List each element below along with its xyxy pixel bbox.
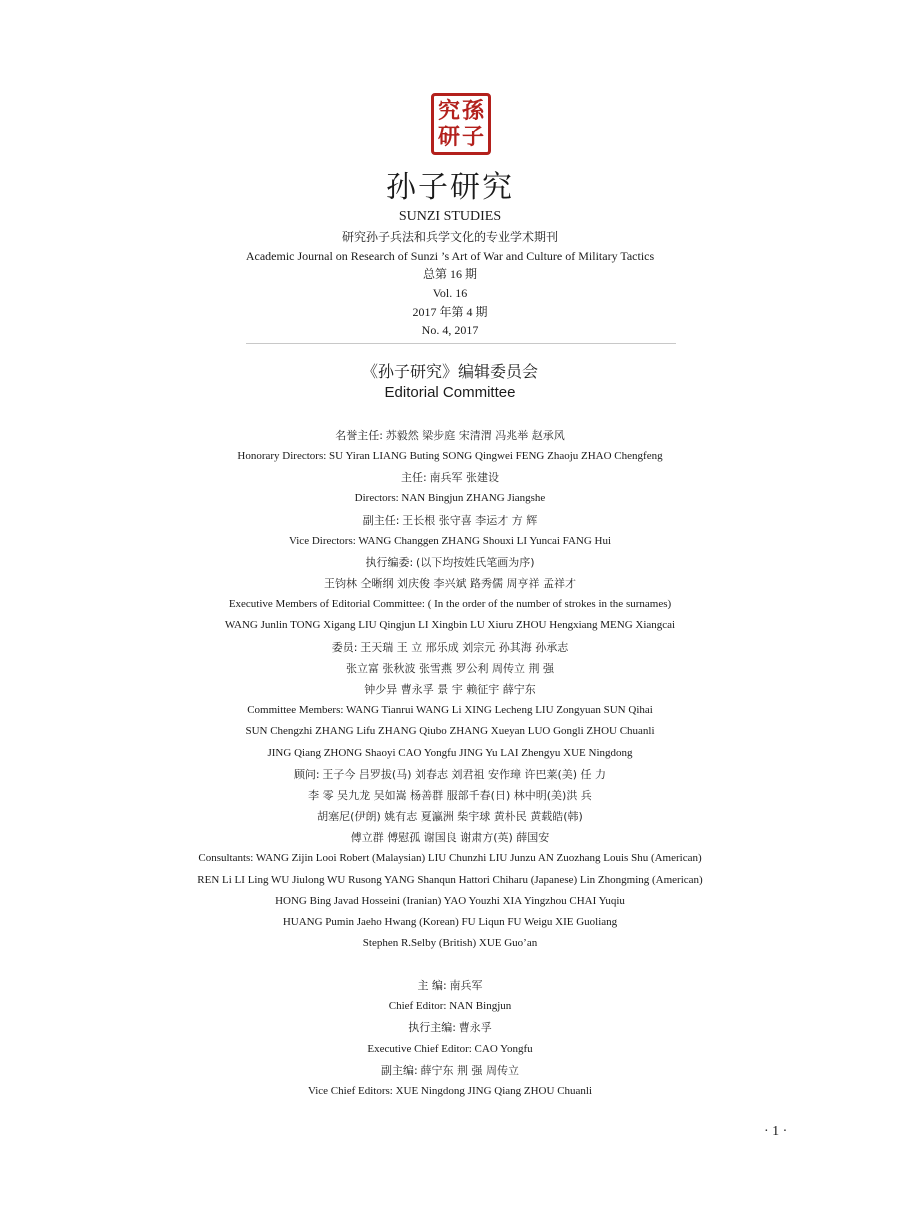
committee-members-en-2: SUN Chengzhi ZHANG Lifu ZHANG Qiubo ZHANG Xueyan LUO Gongli ZHOU Chuanli <box>245 725 655 737</box>
directors-cn <box>0 470 900 486</box>
names: 薛宁东 荆 强 周传立 <box>420 1064 519 1077</box>
committee-members-en-3: JING Qiang ZHONG Shaoyi CAO Yongfu JING Yu LAI Zhengyu XUE Ningdong <box>267 747 633 759</box>
committee-members-cn-3: 钟少异 曹永孚 景 宇 赖征宇 薛宁东 <box>364 683 536 696</box>
names: 王子今 吕罗拔(马) 刘春志 刘君祖 安作璋 许巴莱(美) 任 力 <box>322 768 607 781</box>
executive-members-en: WANG Junlin TONG Xigang LIU Qingjun LI Xingbin LU Xiuru ZHOU Hengxiang MENG Xiangcai <box>224 619 676 631</box>
total-issue: 总第 16 期 <box>422 267 477 281</box>
section-title-en: Editorial Committee <box>384 384 516 401</box>
honorary-directors-cn <box>0 428 900 444</box>
consultants-en-5: Stephen R.Selby (British) XUE Guo’an <box>362 937 538 949</box>
vice-chief-editors-en: Vice Chief Editors: XUE Ningdong JING Qiang ZHOU Chuanli <box>307 1085 593 1097</box>
consultants-cn-4: 傅立群 傅慰孤 谢国良 谢肃方(英) 薛国安 <box>350 831 550 844</box>
note: (以下均按姓氏笔画为序) <box>415 556 535 569</box>
label: 副主任: <box>362 514 400 527</box>
consultants-cn-3: 胡塞尼(伊朗) 姚有志 夏瀛洲 柴宇球 黄朴民 黄载皓(韩) <box>317 810 583 823</box>
executive-members-en-heading: Executive Members of Editorial Committee: ( In the order of the number of strokes in the surnames) <box>228 598 672 610</box>
journal-title-cn: 孙子研究 <box>386 170 514 205</box>
label: 主 编: <box>417 979 447 992</box>
names: 王长根 张守喜 李运才 方 辉 <box>402 514 538 527</box>
executive-chief-editor-en: Executive Chief Editor: CAO Yongfu <box>367 1043 533 1055</box>
names: 曹永孚 <box>458 1021 492 1034</box>
names: 苏毅然 梁步庭 宋清渭 冯兆举 赵承风 <box>385 429 565 442</box>
vice-chief-editors-cn <box>0 1063 900 1079</box>
seal-char: 究 <box>437 99 460 124</box>
label: 主任: <box>401 471 427 484</box>
divider <box>246 343 676 344</box>
label: 顾问: <box>293 768 320 781</box>
journal-seal-logo <box>431 93 491 155</box>
consultants-cn-2: 李 零 吴九龙 吴如嵩 杨善群 服部千春(日) 林中明(美)洪 兵 <box>308 789 592 802</box>
committee-members-en-1: Committee Members: WANG Tianrui WANG Li XING Lecheng LIU Zongyuan SUN Qihai <box>247 704 653 716</box>
page-number: · 1 · <box>764 1124 788 1139</box>
directors-en: Directors: NAN Bingjun ZHANG Jiangshe <box>354 492 546 504</box>
executive-members-label <box>0 555 900 571</box>
label: 委员: <box>331 641 358 654</box>
section-title-cn: 《孙子研究》编辑委员会 <box>361 362 538 381</box>
chief-editor-en: Chief Editor: NAN Bingjun <box>388 1000 512 1012</box>
consultants-cn-1 <box>0 767 900 783</box>
journal-motto-cn: 研究孙子兵法和兵学文化的专业学术期刊 <box>341 230 558 244</box>
vice-directors-en: Vice Directors: WANG Changgen ZHANG Shouxi LI Yuncai FANG Hui <box>288 535 612 547</box>
committee-members-cn-2: 张立富 张秋波 张雪燕 罗公利 周传立 荆 强 <box>346 662 554 675</box>
label: 副主编: <box>381 1064 418 1077</box>
committee-members-cn-1 <box>0 640 900 656</box>
consultants-en-2: REN Li LI Ling WU Jiulong WU Rusong YANG Shanqun Hattori Chiharu (Japanese) Lin Zhongming (American) <box>197 874 703 886</box>
volume: Vol. 16 <box>432 286 468 300</box>
year-issue: 2017 年第 4 期 <box>412 305 488 319</box>
label: 执行主编: <box>408 1021 456 1034</box>
executive-members-cn: 王钧林 仝晰纲 刘庆俊 李兴斌 路秀儒 周亨祥 孟祥才 <box>324 577 576 590</box>
names: 王天瑞 王 立 邢乐成 刘宗元 孙其海 孙承志 <box>360 641 569 654</box>
consultants-en-1: Consultants: WANG Zijin Looi Robert (Malaysian) LIU Chunzhi LIU Junzu AN Zuozhang Louis Shu (American) <box>198 852 702 864</box>
consultants-en-3: HONG Bing Javad Hosseini (Iranian) YAO Youzhi XIA Yingzhou CHAI Yuqiu <box>275 895 625 907</box>
executive-chief-editor-cn <box>0 1020 900 1036</box>
journal-motto-en: Academic Journal on Research of Sunzi ’s Art of War and Culture of Military Tactics <box>245 249 655 263</box>
label: 执行编委: <box>365 556 414 569</box>
names: 南兵军 <box>449 979 483 992</box>
issue-number: No. 4, 2017 <box>421 323 479 337</box>
label: 名誉主任: <box>335 429 383 442</box>
chief-editor-cn <box>0 978 900 994</box>
seal-char: 研 <box>437 125 460 150</box>
names: 南兵军 张建设 <box>429 471 499 484</box>
seal-char: 孫 <box>461 99 484 124</box>
honorary-directors-en: Honorary Directors: SU Yiran LIANG Buting SONG Qingwei FENG Zhaoju ZHAO Chengfeng <box>237 450 663 462</box>
seal-char: 子 <box>461 125 484 150</box>
journal-title-en: SUNZI STUDIES <box>398 209 502 224</box>
consultants-en-4: HUANG Pumin Jaeho Hwang (Korean) FU Liqun FU Weigu XIE Guoliang <box>282 916 618 928</box>
vice-directors-cn <box>0 513 900 529</box>
